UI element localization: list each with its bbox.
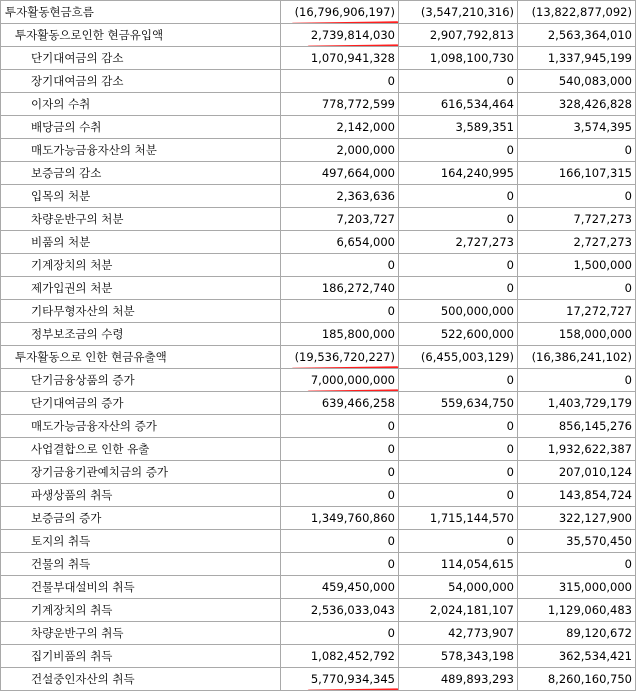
row-label[interactable]: 투자활동으로 인한 현금유출액 bbox=[1, 346, 281, 369]
value-cell-3[interactable]: 0 bbox=[518, 369, 636, 392]
table-row bbox=[1, 369, 636, 392]
row-label[interactable]: 장기대여금의 감소 bbox=[1, 70, 281, 93]
value-cell-2[interactable]: 0 bbox=[399, 139, 518, 162]
value-cell-1[interactable]: 1,082,452,792 bbox=[281, 645, 399, 668]
table-row bbox=[1, 438, 636, 461]
value-cell-3[interactable]: 143,854,724 bbox=[518, 484, 636, 507]
table-row bbox=[1, 93, 636, 116]
table-row bbox=[1, 162, 636, 185]
value-cell-1[interactable]: 0 bbox=[281, 622, 399, 645]
table-body bbox=[1, 1, 636, 691]
row-label[interactable]: 차량운반구의 취득 bbox=[1, 622, 281, 645]
row-label[interactable]: 사업결합으로 인한 유출 bbox=[1, 438, 281, 461]
row-label[interactable]: 보증금의 증가 bbox=[1, 507, 281, 530]
value-cell-1[interactable]: 0 bbox=[281, 484, 399, 507]
table-row bbox=[1, 484, 636, 507]
value-cell-2[interactable]: 489,893,293 bbox=[399, 668, 518, 691]
row-label[interactable]: 비품의 처분 bbox=[1, 231, 281, 254]
table-row bbox=[1, 24, 636, 47]
value-cell-1[interactable]: 497,664,000 bbox=[281, 162, 399, 185]
value-cell-3[interactable]: 8,260,160,750 bbox=[518, 668, 636, 691]
value-cell-3[interactable]: 158,000,000 bbox=[518, 323, 636, 346]
value-cell-1[interactable]: 1,349,760,860 bbox=[281, 507, 399, 530]
value-cell-3[interactable]: 166,107,315 bbox=[518, 162, 636, 185]
table-row bbox=[1, 346, 636, 369]
row-label[interactable]: 집기비품의 취득 bbox=[1, 645, 281, 668]
value-cell-3[interactable]: 856,145,276 bbox=[518, 415, 636, 438]
value-cell-1[interactable]: 639,466,258 bbox=[281, 392, 399, 415]
value-cell-1[interactable] bbox=[281, 1, 399, 24]
value-cell-2[interactable]: 42,773,907 bbox=[399, 622, 518, 645]
row-label[interactable]: 단기금융상품의 증가 bbox=[1, 369, 281, 392]
value-cell-1[interactable]: 0 bbox=[281, 70, 399, 93]
value-cell-1[interactable]: 459,450,000 bbox=[281, 576, 399, 599]
value-cell-3[interactable]: 35,570,450 bbox=[518, 530, 636, 553]
table-row bbox=[1, 576, 636, 599]
value-cell-2[interactable]: 1,715,144,570 bbox=[399, 507, 518, 530]
value-cell-3[interactable]: 540,083,000 bbox=[518, 70, 636, 93]
value-cell-1[interactable]: 2,142,000 bbox=[281, 116, 399, 139]
value-cell-3[interactable]: 0 bbox=[518, 277, 636, 300]
value-cell-2[interactable]: 559,634,750 bbox=[399, 392, 518, 415]
row-label[interactable]: 투자활동현금흐름 bbox=[1, 1, 281, 24]
value-cell-1[interactable]: 1,070,941,328 bbox=[281, 47, 399, 70]
value-cell-3[interactable]: 0 bbox=[518, 139, 636, 162]
value-cell-2[interactable]: 0 bbox=[399, 208, 518, 231]
value-cell-1[interactable]: 778,772,599 bbox=[281, 93, 399, 116]
row-label[interactable]: 기타무형자산의 처분 bbox=[1, 300, 281, 323]
value-cell-2[interactable]: 0 bbox=[399, 254, 518, 277]
value-cell-1[interactable]: 2,000,000 bbox=[281, 139, 399, 162]
value-cell-3[interactable]: 1,932,622,387 bbox=[518, 438, 636, 461]
value-cell-3[interactable]: 0 bbox=[518, 553, 636, 576]
row-label[interactable]: 매도가능금융자산의 처분 bbox=[1, 139, 281, 162]
value-cell-1[interactable]: 2,536,033,043 bbox=[281, 599, 399, 622]
value-cell-1[interactable]: 0 bbox=[281, 300, 399, 323]
value-cell-3[interactable]: 315,000,000 bbox=[518, 576, 636, 599]
value-cell-3[interactable]: 1,129,060,483 bbox=[518, 599, 636, 622]
value-cell-1[interactable] bbox=[281, 24, 399, 47]
value-cell-2[interactable]: 0 bbox=[399, 185, 518, 208]
table-row bbox=[1, 1, 636, 24]
value-cell-2[interactable]: 500,000,000 bbox=[399, 300, 518, 323]
value-cell-3[interactable]: (16,386,241,102) bbox=[518, 346, 636, 369]
table-row bbox=[1, 622, 636, 645]
value-cell-3[interactable]: 362,534,421 bbox=[518, 645, 636, 668]
value-cell-1[interactable]: 0 bbox=[281, 415, 399, 438]
value-cell-3[interactable]: 2,563,364,010 bbox=[518, 24, 636, 47]
table-row bbox=[1, 415, 636, 438]
value-cell-3[interactable]: 2,727,273 bbox=[518, 231, 636, 254]
value-cell-2[interactable]: 3,589,351 bbox=[399, 116, 518, 139]
row-label[interactable]: 차량운반구의 처분 bbox=[1, 208, 281, 231]
value-cell-2[interactable]: 616,534,464 bbox=[399, 93, 518, 116]
value-cell-2[interactable]: 2,727,273 bbox=[399, 231, 518, 254]
value-cell-3[interactable]: 1,337,945,199 bbox=[518, 47, 636, 70]
row-label[interactable]: 투자활동으로인한 현금유입액 bbox=[1, 24, 281, 47]
table-row bbox=[1, 461, 636, 484]
table-row bbox=[1, 668, 636, 691]
value-cell-1[interactable]: 7,203,727 bbox=[281, 208, 399, 231]
value-cell-2[interactable]: 2,907,792,813 bbox=[399, 24, 518, 47]
value-cell-3[interactable]: 17,272,727 bbox=[518, 300, 636, 323]
table-row bbox=[1, 507, 636, 530]
value-cell-3[interactable]: 3,574,395 bbox=[518, 116, 636, 139]
row-label[interactable]: 건설중인자산의 취득 bbox=[1, 668, 281, 691]
row-label[interactable]: 매도가능금융자산의 증가 bbox=[1, 415, 281, 438]
row-label[interactable]: 정부보조금의 수령 bbox=[1, 323, 281, 346]
value-cell-1[interactable]: 0 bbox=[281, 438, 399, 461]
row-label[interactable]: 기계장치의 취득 bbox=[1, 599, 281, 622]
table-row bbox=[1, 530, 636, 553]
value-cell-2[interactable]: 0 bbox=[399, 484, 518, 507]
row-label[interactable]: 입목의 처분 bbox=[1, 185, 281, 208]
row-label[interactable]: 단기대여금의 감소 bbox=[1, 47, 281, 70]
table-row bbox=[1, 553, 636, 576]
row-label[interactable]: 건물부대설비의 취득 bbox=[1, 576, 281, 599]
value-cell-3[interactable]: 207,010,124 bbox=[518, 461, 636, 484]
highlighted-value: 2,739,814,030 bbox=[311, 24, 395, 46]
value-cell-2[interactable]: 114,054,615 bbox=[399, 553, 518, 576]
table-row bbox=[1, 254, 636, 277]
highlighted-value: 5,770,934,345 bbox=[311, 668, 395, 690]
value-cell-1[interactable]: 0 bbox=[281, 254, 399, 277]
row-label[interactable]: 기계장치의 처분 bbox=[1, 254, 281, 277]
highlighted-value: (16,796,906,197) bbox=[295, 1, 395, 23]
value-cell-3[interactable]: (13,822,877,092) bbox=[518, 1, 636, 24]
table-row bbox=[1, 208, 636, 231]
value-cell-3[interactable]: 328,426,828 bbox=[518, 93, 636, 116]
value-cell-3[interactable]: 0 bbox=[518, 185, 636, 208]
table-row bbox=[1, 599, 636, 622]
value-cell-1[interactable]: 6,654,000 bbox=[281, 231, 399, 254]
value-cell-2[interactable]: 0 bbox=[399, 438, 518, 461]
table-row bbox=[1, 116, 636, 139]
table-row bbox=[1, 47, 636, 70]
value-cell-2[interactable]: (6,455,003,129) bbox=[399, 346, 518, 369]
value-cell-2[interactable]: 1,098,100,730 bbox=[399, 47, 518, 70]
table-row bbox=[1, 139, 636, 162]
row-label[interactable]: 장기금융기관예치금의 증가 bbox=[1, 461, 281, 484]
table-row bbox=[1, 185, 636, 208]
value-cell-3[interactable]: 322,127,900 bbox=[518, 507, 636, 530]
table-row bbox=[1, 277, 636, 300]
value-cell-2[interactable]: (3,547,210,316) bbox=[399, 1, 518, 24]
highlighted-value: (19,536,720,227) bbox=[295, 346, 395, 368]
value-cell-3[interactable]: 7,727,273 bbox=[518, 208, 636, 231]
value-cell-1[interactable]: 0 bbox=[281, 461, 399, 484]
value-cell-2[interactable]: 54,000,000 bbox=[399, 576, 518, 599]
row-label[interactable]: 건물의 취득 bbox=[1, 553, 281, 576]
row-label[interactable]: 토지의 취득 bbox=[1, 530, 281, 553]
value-cell-1[interactable]: 0 bbox=[281, 553, 399, 576]
value-cell-2[interactable]: 0 bbox=[399, 70, 518, 93]
value-cell-1[interactable]: 0 bbox=[281, 530, 399, 553]
value-cell-3[interactable]: 1,500,000 bbox=[518, 254, 636, 277]
value-cell-2[interactable]: 2,024,181,107 bbox=[399, 599, 518, 622]
row-label[interactable]: 배당금의 수취 bbox=[1, 116, 281, 139]
value-cell-2[interactable]: 0 bbox=[399, 277, 518, 300]
value-cell-2[interactable]: 0 bbox=[399, 530, 518, 553]
value-cell-1[interactable] bbox=[281, 369, 399, 392]
value-cell-2[interactable]: 578,343,198 bbox=[399, 645, 518, 668]
value-cell-1[interactable] bbox=[281, 668, 399, 691]
table-row bbox=[1, 323, 636, 346]
value-cell-1[interactable] bbox=[281, 346, 399, 369]
row-label[interactable]: 단기대여금의 증가 bbox=[1, 392, 281, 415]
highlighted-value: 7,000,000,000 bbox=[311, 369, 395, 391]
table-row bbox=[1, 645, 636, 668]
table-row bbox=[1, 392, 636, 415]
table-row bbox=[1, 70, 636, 93]
value-cell-1[interactable]: 185,800,000 bbox=[281, 323, 399, 346]
value-cell-2[interactable]: 164,240,995 bbox=[399, 162, 518, 185]
row-label[interactable]: 보증금의 감소 bbox=[1, 162, 281, 185]
value-cell-2[interactable]: 522,600,000 bbox=[399, 323, 518, 346]
value-cell-1[interactable]: 186,272,740 bbox=[281, 277, 399, 300]
table-row bbox=[1, 300, 636, 323]
value-cell-3[interactable]: 89,120,672 bbox=[518, 622, 636, 645]
row-label[interactable]: 파생상품의 취득 bbox=[1, 484, 281, 507]
value-cell-3[interactable]: 1,403,729,179 bbox=[518, 392, 636, 415]
value-cell-2[interactable]: 0 bbox=[399, 369, 518, 392]
value-cell-2[interactable]: 0 bbox=[399, 415, 518, 438]
row-label[interactable]: 제가입권의 처분 bbox=[1, 277, 281, 300]
row-label[interactable]: 이자의 수취 bbox=[1, 93, 281, 116]
value-cell-1[interactable]: 2,363,636 bbox=[281, 185, 399, 208]
table-row bbox=[1, 231, 636, 254]
value-cell-2[interactable]: 0 bbox=[399, 461, 518, 484]
